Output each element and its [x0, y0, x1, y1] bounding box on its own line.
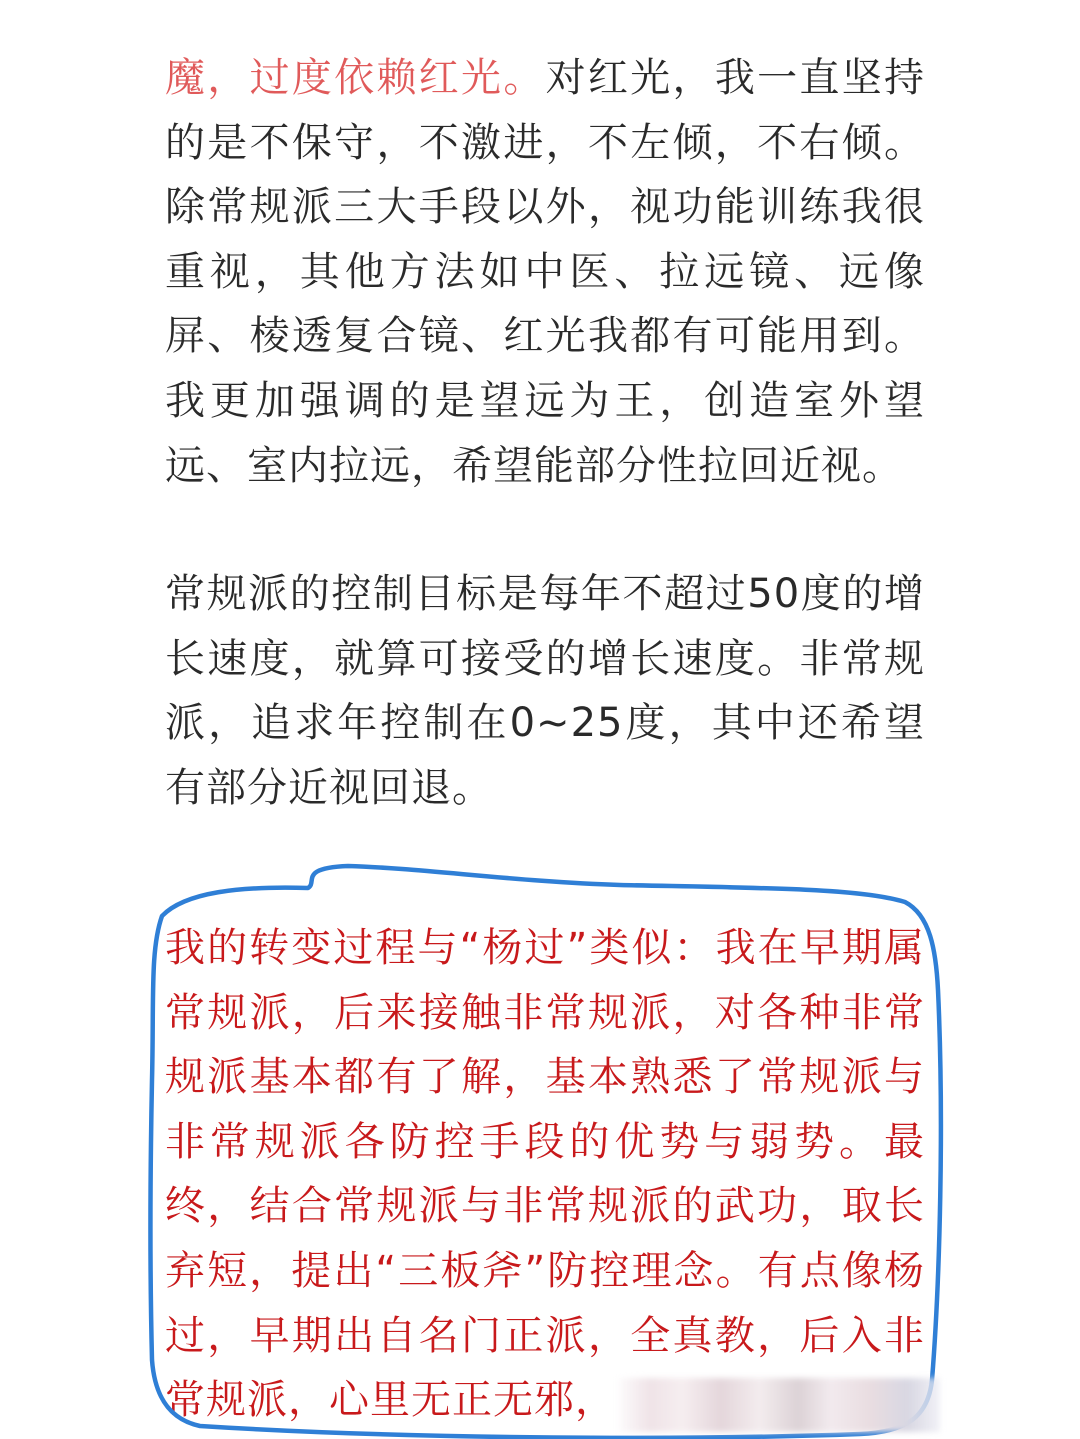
red-emphasis-paragraph: 我的转变过程与“杨过”类似：我在早期属常规派，后来接触非常规派，对各种非常规派基本都有了解，基本熟悉了常规派与非常规派各防控手段的优势与弱势。最终，结合常规派与非常规派的武功，取长弃短，提出“三板斧”防控理念。有点像杨过，早期出自名门正派，全真教，后入非常规派，心里无正无邪， [165, 925, 925, 1424]
paragraph-red-light [165, 46, 925, 498]
article-body [165, 46, 925, 821]
paragraph-text: 对红光，我一直坚持的是不保守，不激进，不左倾，不右倾。除常规派三大手段以外，视功能训练我很重视，其他方法如中医、拉远镜、远像屏、棱透复合镜、红光我都有可能用到。我更加强调的是望远为王，创造室外望远、室内拉远，希望能部分性拉回近视。 [165, 55, 926, 489]
paragraph-control-targets: 常规派的控制目标是每年不超过50度的增长速度，就算可接受的增长速度。非常规派，追求年控制在0~25度，其中还希望有部分近视回退。 [165, 571, 925, 811]
blurred-redaction [618, 1378, 940, 1432]
highlighted-phrase: 魔，过度依赖红光。 [165, 55, 546, 101]
